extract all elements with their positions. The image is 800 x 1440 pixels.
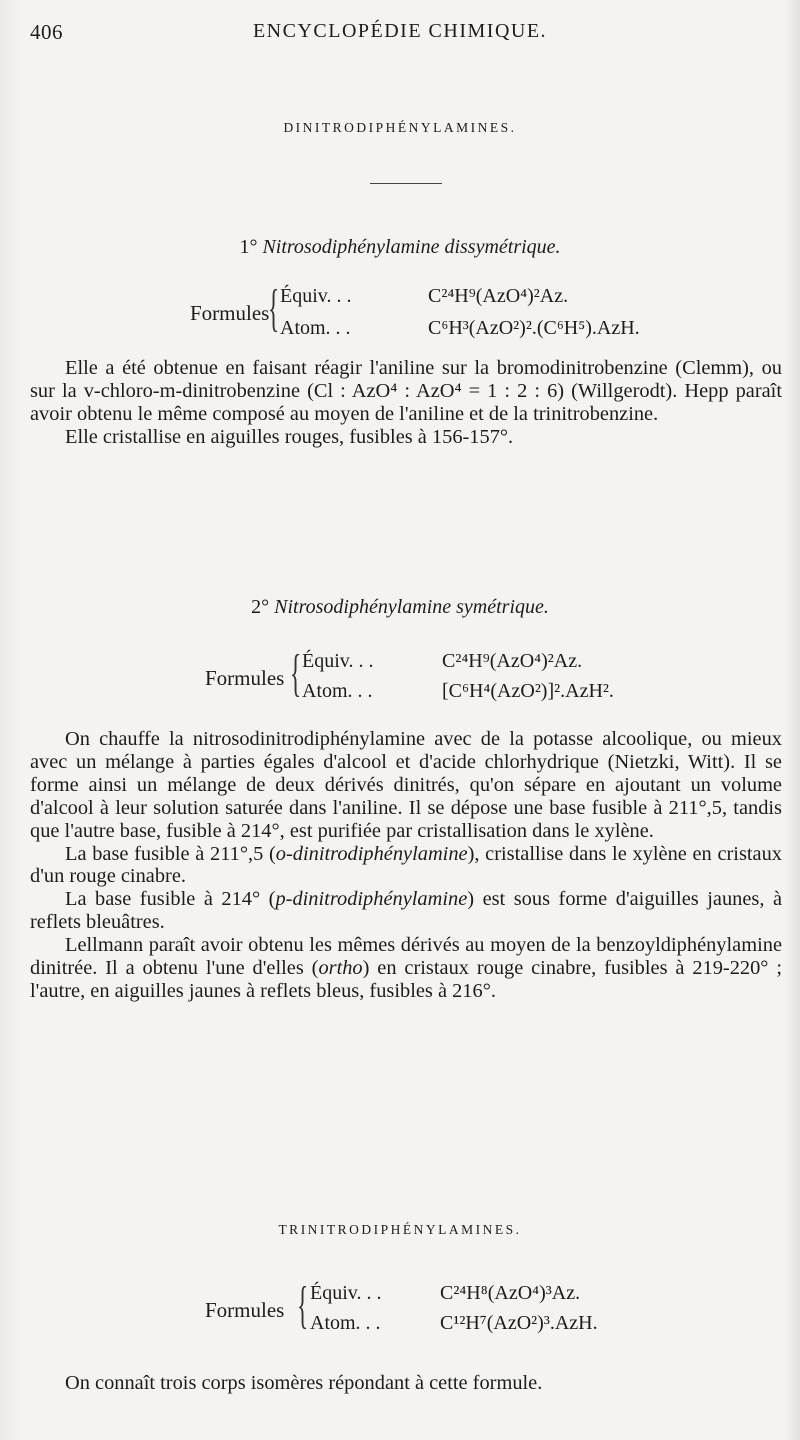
body-text-1 xyxy=(30,357,782,449)
section-rule xyxy=(370,183,442,184)
running-title: ENCYCLOPÉDIE CHIMIQUE. xyxy=(252,20,548,42)
subsection-number: 2° xyxy=(251,596,270,618)
paragraph: On connaît trois corps isomères répondant à cette formule. xyxy=(65,1372,543,1394)
page-header xyxy=(0,20,800,50)
subsection-title: Nitrosodiphénylamine dissymétrique. xyxy=(262,236,561,258)
brace-glyph: { xyxy=(297,1277,309,1334)
formula-block-2 xyxy=(0,645,800,714)
formula-block-3 xyxy=(0,1277,800,1346)
subsection-title: Nitrosodiphénylamine symétrique. xyxy=(274,596,549,618)
formula-value: C²⁴H⁹(AzO⁴)²Az. xyxy=(442,650,583,672)
paragraph: La base fusible à 211°,5 (o-dinitrodiphénylamine), cristallise dans le xylène en cristaux d'un rouge cinabre. xyxy=(30,842,782,888)
page-number: 406 xyxy=(30,20,63,44)
paragraph: Lellmann paraît avoir obtenu les mêmes dérivés au moyen de la benzoyldiphénylamine dinitrée. Il a obtenu l'une d'elles (ortho) en cristaux rouge cinabre, fusibles à 219-220° ; l'autre, en aiguilles jaunes à reflets bleus, fusibles à 216°. xyxy=(30,934,782,1002)
paragraph: On chauffe la nitrosodinitrodiphénylamine avec de la potasse alcoolique, ou mieux avec un mélange à parties égales d'alcool et d'acide chlorhydrique (Nietzki, Witt). Il se forme ainsi un mélange de deux dérivés dinitrés, qu'on sépare en ajoutant un volume d'alcool à leur solution saturée dans l'aniline. Il se dépose une base fusible à 211°,5, tandis que l'autre base, fusible à 214°, est purifiée par cristallisation dans le xylène. xyxy=(30,728,782,842)
formula-value: C¹²H⁷(AzO²)³.AzH. xyxy=(440,1312,598,1334)
paragraph: La base fusible à 214° (p-dinitrodiphénylamine) est sous forme d'aiguilles jaunes, à reflets bleuâtres. xyxy=(30,888,782,934)
formula-kind: Atom. . . xyxy=(280,317,351,339)
formula-block-1 xyxy=(0,280,800,349)
brace-glyph: { xyxy=(268,280,280,337)
formula-value: C²⁴H⁸(AzO⁴)³Az. xyxy=(440,1282,581,1304)
paragraph: Elle a été obtenue en faisant réagir l'aniline sur la bromodinitrobenzine (Clemm), ou sur la v-chloro-m-dinitrobenzine (Cl : AzO⁴ : AzO⁴ = 1 : 2 : 6) (Willgerodt). Hepp paraît avoir obtenu le même composé au moyen de l'aniline et de la trinitrobenzine. xyxy=(30,357,782,425)
brace-glyph: { xyxy=(290,645,302,702)
formula-label: Formules xyxy=(205,666,285,690)
formula-kind: Équiv. . . xyxy=(280,285,352,307)
formula-kind: Atom. . . xyxy=(302,680,373,702)
section-title-trinitro: TRINITRODIPHÉNYLAMINES. xyxy=(278,1222,522,1237)
subsection-number: 1° xyxy=(239,236,258,258)
section-title-dinitro: DINITRODIPHÉNYLAMINES. xyxy=(283,120,517,135)
body-text-2 xyxy=(30,728,782,1003)
formula-kind: Équiv. . . xyxy=(310,1282,382,1304)
paragraph: Elle cristallise en aiguilles rouges, fusibles à 156-157°. xyxy=(65,425,514,448)
body-text-3 xyxy=(30,1372,782,1395)
formula-label: Formules xyxy=(190,301,270,325)
subsection-heading-2 xyxy=(0,596,800,619)
formula-value: C⁶H³(AzO²)².(C⁶H⁵).AzH. xyxy=(428,317,640,339)
formula-kind: Équiv. . . xyxy=(302,650,374,672)
formula-label: Formules xyxy=(205,1298,285,1322)
formula-value: C²⁴H⁹(AzO⁴)²Az. xyxy=(428,285,569,307)
formula-value: [C⁶H⁴(AzO²)]².AzH². xyxy=(442,680,614,702)
formula-kind: Atom. . . xyxy=(310,1312,381,1334)
subsection-heading-1 xyxy=(0,236,800,259)
